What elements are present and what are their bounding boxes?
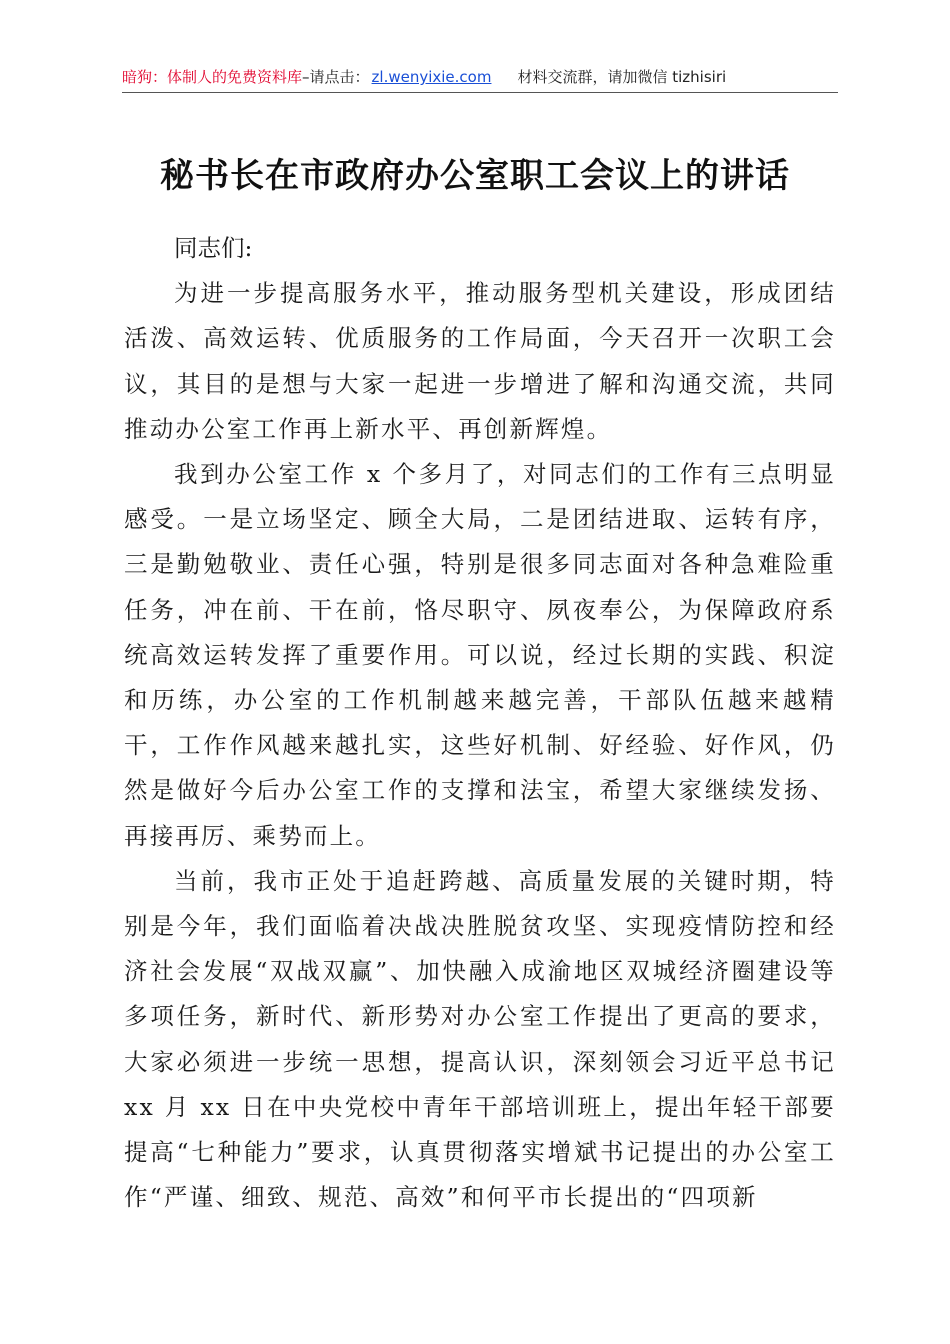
paragraph-1: 为进一步提高服务水平，推动服务型机关建设，形成团结活泼、高效运转、优质服务的工作局面，今天召开一次职工会议，其目的是想与大家一起进一步增进了解和沟通交流，共同推动办公室工作再上新水平、再创新辉煌。 <box>124 279 836 443</box>
header-wechat-note: 材料交流群，请加微信 tizhisiri <box>517 68 727 86</box>
watermark-header <box>122 62 838 93</box>
paragraph-2: 我到办公室工作 x 个多月了，对同志们的工作有三点明显感受。一是立场坚定、顾全大局，二是团结进取、运转有序，三是勤勉敬业、责任心强，特别是很多同志面对各种急难险重任务，冲在前、干在前，恪尽职守、夙夜奉公，为保障政府系统高效运转发挥了重要作用。可以说，经过长期的实践、积淀和历练，办公室的工作机制越来越完善，干部队伍越来越精干，工作作风越来越扎实，这些好机制、好经验、好作风，仍然是做好今后办公室工作的支撑和法宝，希望大家继续发扬、再接再厉、乘势而上。 <box>124 460 836 850</box>
paragraph-3: 当前，我市正处于追赶跨越、高质量发展的关键时期，特别是今年，我们面临着决战决胜脱贫攻坚、实现疫情防控和经济社会发展“双战双赢”、加快融入成渝地区双城经济圈建设等多项任务，新时代、新形势对办公室工作提出了更高的要求，大家必须进一步统一思想，提高认识，深刻领会习近平总书记 xx 月 xx 日在中央党校中青年干部培训班上，提出年轻干部要提高“七种能力”要求，认真贯彻落实增斌书记提出的办公室工作“严谨、细致、规范、高效”和何平市长提出的“四项新 <box>124 866 836 1212</box>
header-brand: 暗狗：体制人的免费资料库 <box>122 68 303 86</box>
header-link[interactable]: zl.wenyixie.com <box>371 68 492 86</box>
document-title: 秘书长在市政府办公室职工会议上的讲话 <box>160 156 790 196</box>
document-body <box>124 226 836 1220</box>
salutation: 同志们: <box>174 234 253 262</box>
header-click-prompt: –请点击： <box>302 68 370 86</box>
